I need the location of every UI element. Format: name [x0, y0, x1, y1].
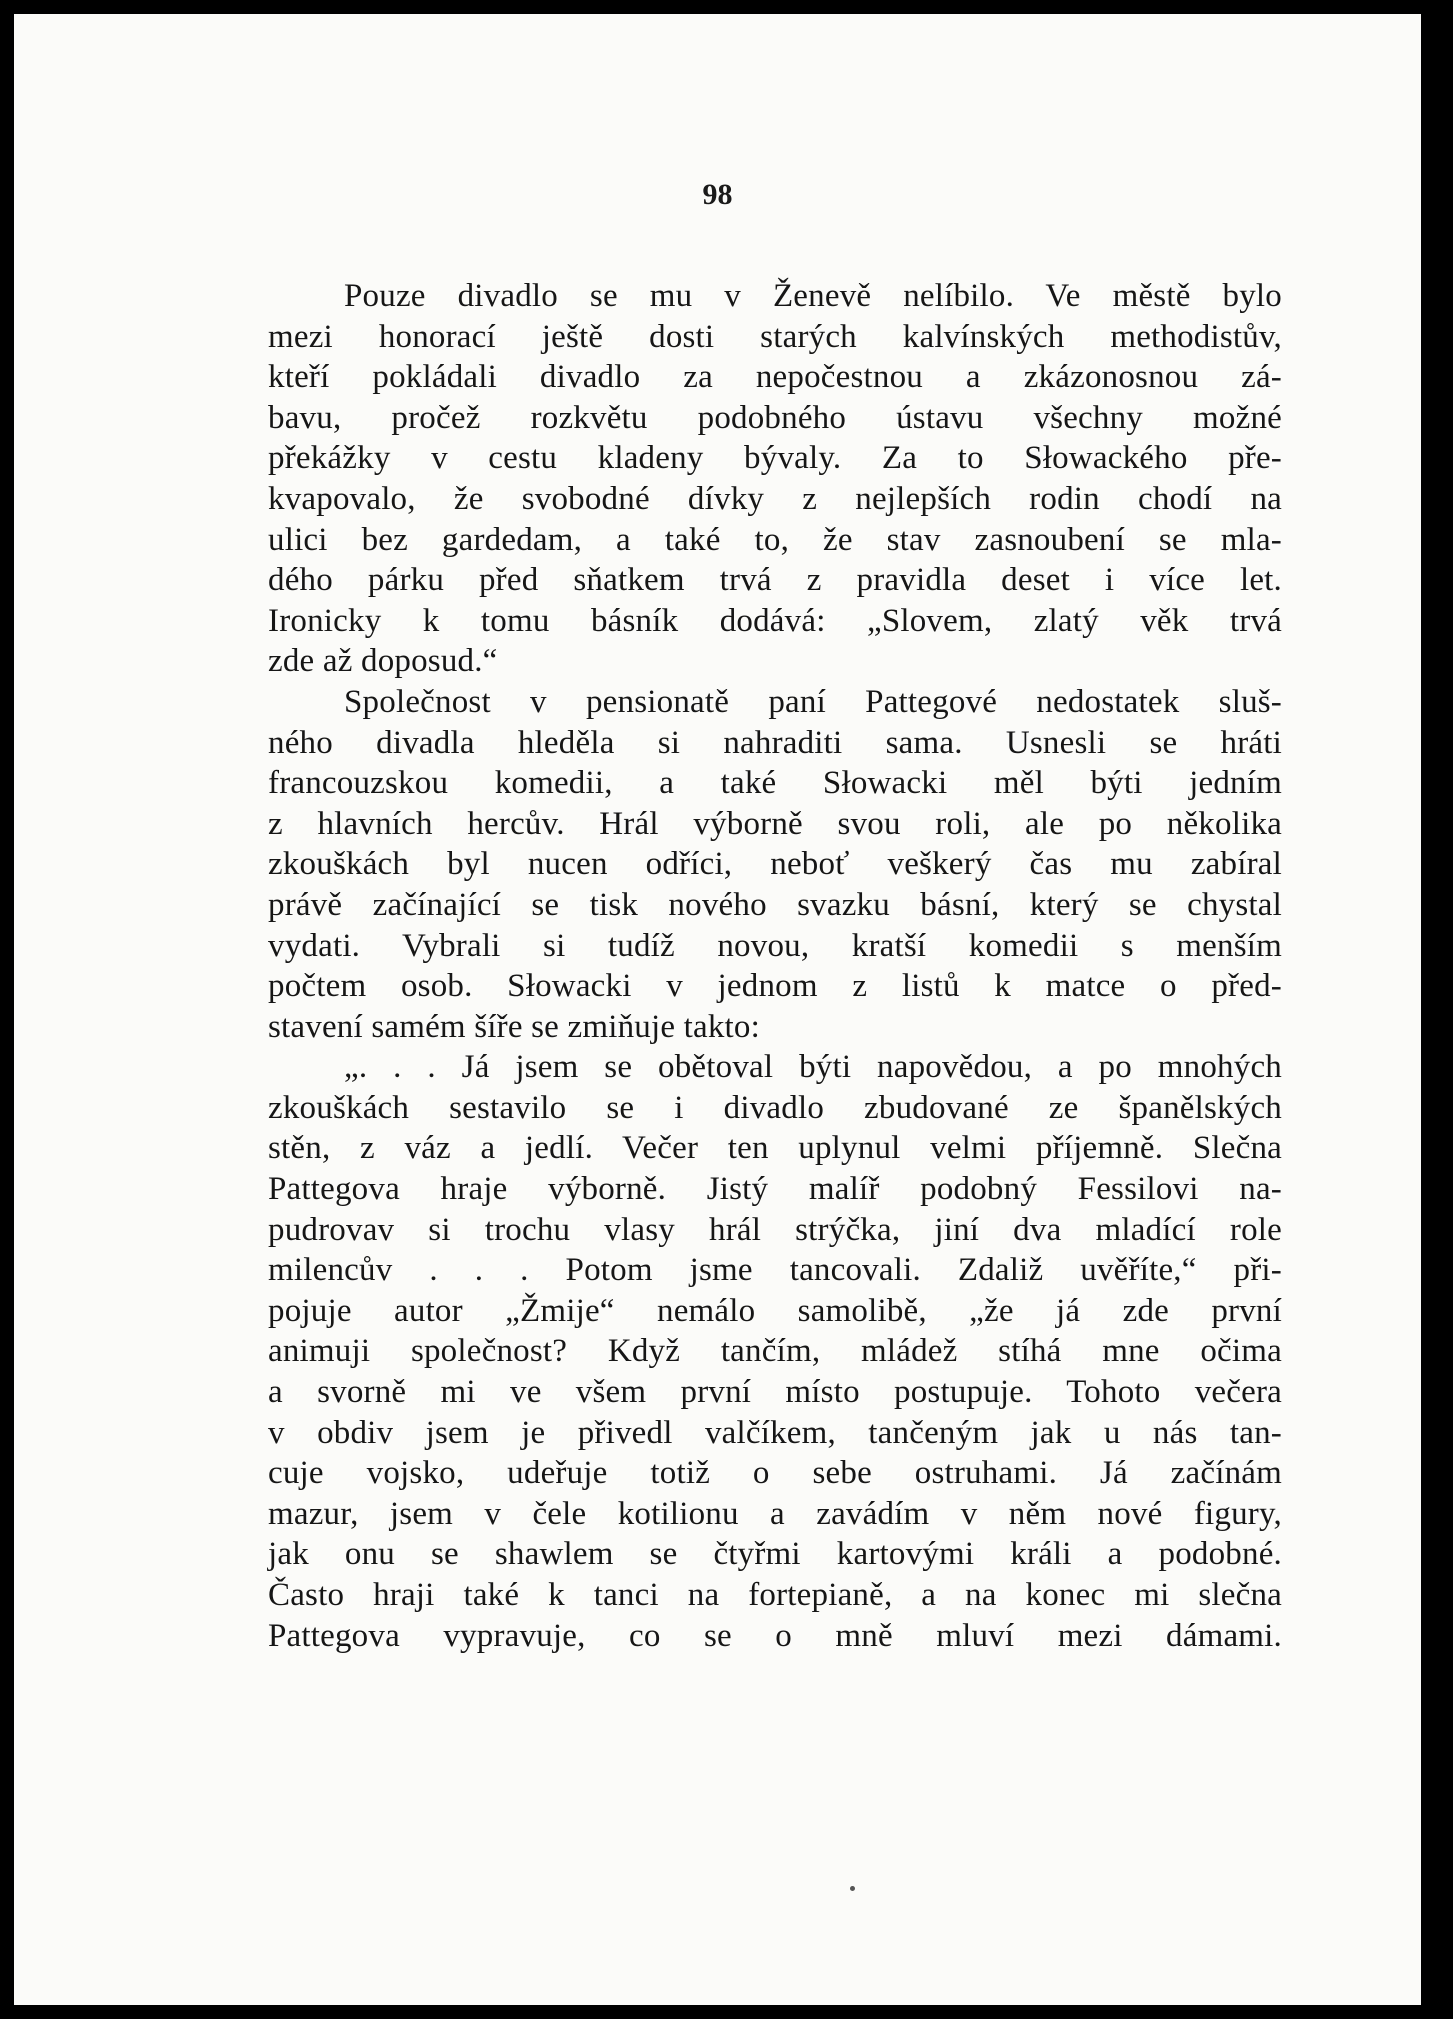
text-line: „. . . Já jsem se obětoval býti napovědou, a po mnohých: [344, 1049, 1282, 1086]
text-line: Pattegova hraje výborně. Jistý malíř podobný Fessilovi na-: [268, 1171, 1282, 1208]
text-line: v obdiv jsem je přivedl valčíkem, tančeným jak u nás tan-: [268, 1414, 1282, 1451]
text-line: a svorně mi ve všem první místo postupuje. Tohoto večera: [268, 1374, 1282, 1411]
text-line: Společnost v pensionatě paní Pattegové nedostatek sluš-: [344, 683, 1282, 720]
text-line: překážky v cestu kladeny bývaly. Za to Słowackého pře-: [268, 440, 1282, 477]
text-line: francouzskou komedii, a také Słowacki měl býti jedním: [268, 765, 1282, 802]
text-line: animuji společnost? Když tančím, mládež stíhá mne očima: [268, 1333, 1282, 1370]
scan-border: [1421, 0, 1453, 2019]
text-line: mezi honorací ještě dosti starých kalvínských methodistův,: [268, 318, 1282, 355]
text-line: stavení samém šíře se zmiňuje takto:: [268, 1008, 760, 1045]
text-line: stěn, z váz a jedlí. Večer ten uplynul velmi příjemně. Slečna: [268, 1130, 1282, 1167]
text-line: cuje vojsko, udeřuje totiž o sebe ostruhami. Já začínám: [268, 1455, 1282, 1492]
text-line: mazur, jsem v čele kotilionu a zavádím v něm nové figury,: [268, 1495, 1282, 1532]
text-line: ulici bez gardedam, a také to, že stav zasnoubení se mla-: [268, 521, 1282, 558]
text-line: milencův . . . Potom jsme tancovali. Zdaliž uvěříte,“ při-: [268, 1252, 1282, 1289]
text-line: Pattegova vypravuje, co se o mně mluví mezi dámami.: [268, 1617, 1282, 1654]
text-line: počtem osob. Słowacki v jednom z listů k matce o před-: [268, 968, 1282, 1005]
text-line: pojuje autor „Žmije“ nemálo samolibě, „že já zde první: [268, 1292, 1282, 1329]
text-line: ného divadla hleděla si nahraditi sama. Usnesli se hráti: [268, 724, 1282, 761]
print-speck: [850, 1886, 855, 1891]
text-line: právě začínající se tisk nového svazku básní, který se chystal: [268, 886, 1282, 923]
text-line: z hlavních hercův. Hrál výborně svou roli, ale po několika: [268, 805, 1282, 842]
body-text: [268, 276, 1282, 1656]
text-line: bavu, pročež rozkvětu podobného ústavu všechny možné: [268, 399, 1282, 436]
text-line: Často hraji také k tanci na fortepianě, a na konec mi slečna: [268, 1577, 1282, 1613]
text-line: dého párku před sňatkem trvá z pravidla deset i více let.: [268, 562, 1282, 599]
book-page: [14, 14, 1421, 2005]
text-line: Ironicky k tomu básník dodává: „Slovem, zlatý věk trvá: [268, 602, 1282, 639]
text-line: zkouškách sestavilo se i divadlo zbudované ze španělských: [268, 1089, 1282, 1126]
text-line: zkouškách byl nucen odříci, neboť veškerý čas mu zabíral: [268, 846, 1282, 883]
text-line: kteří pokládali divadlo za nepočestnou a zkázonosnou zá-: [268, 359, 1282, 396]
text-line: jak onu se shawlem se čtyřmi kartovými králi a podobné.: [268, 1536, 1282, 1573]
page-number: 98: [702, 178, 733, 211]
text-line: vydati. Vybrali si tudíž novou, kratší komedii s menším: [268, 927, 1282, 964]
text-line: Pouze divadlo se mu v Ženevě nelíbilo. Ve městě bylo: [344, 278, 1282, 314]
text-line: pudrovav si trochu vlasy hrál strýčka, jiní dva mladící role: [268, 1211, 1282, 1248]
text-line: kvapovalo, že svobodné dívky z nejlepších rodin chodí na: [268, 480, 1282, 517]
text-line: zde až doposud.“: [268, 643, 498, 680]
